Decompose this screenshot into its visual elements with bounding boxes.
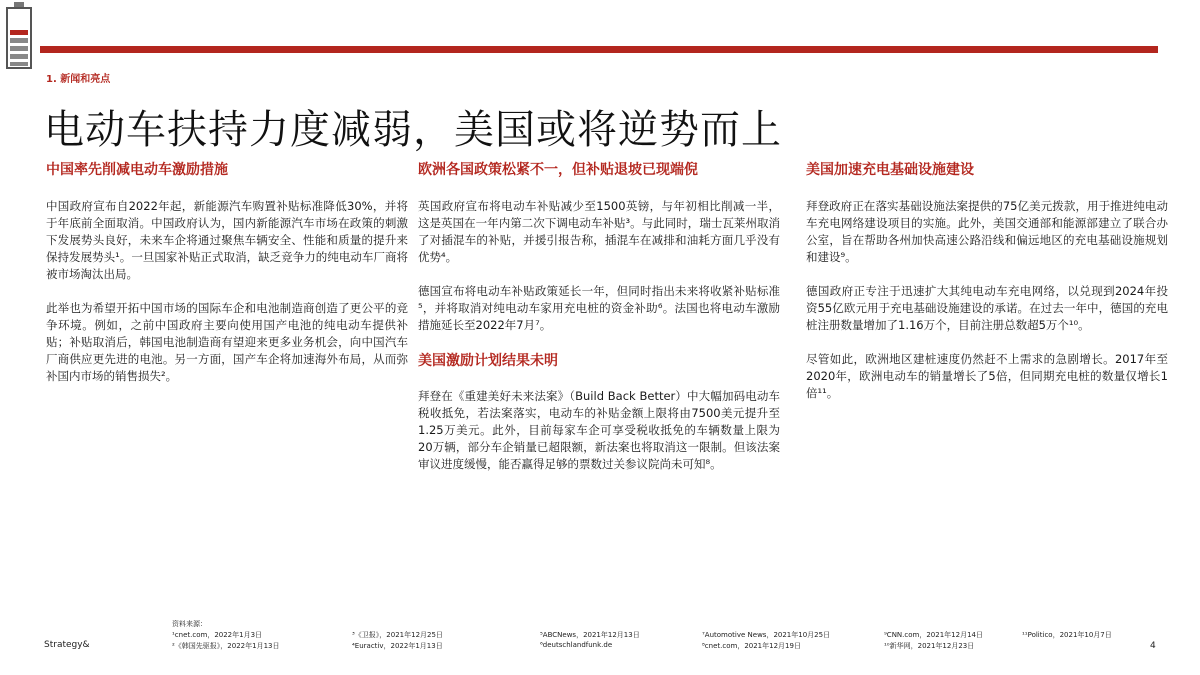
battery-icon xyxy=(4,0,34,70)
column-europe-us xyxy=(418,160,780,490)
paragraph: 拜登在《重建美好未来法案》（Build Back Better）中大幅加码电动车税收抵免，若法案落实，电动车的补贴金额上限将由7500美元提升至1.25万美元。此外，目前每家车企可享受税收抵免的车辆数量上限为20万辆，部分车企销量已超限额，新法案也将取消这一限制。但该法案审议进度缓慢，能否赢得足够的票数过关参议院尚未可知⁸。 xyxy=(418,389,780,471)
page-title: 电动车扶持力度减弱，美国或将逆势而上 xyxy=(44,107,782,153)
source-item: ¹¹Politico，2021年10月7日 xyxy=(1022,631,1112,639)
column-heading: 美国加速充电基础设施建设 xyxy=(806,162,974,178)
column-heading: 欧洲各国政策松紧不一，但补贴退坡已现端倪 xyxy=(418,162,698,178)
source-item: ¹⁰新华网，2021年12月23日 xyxy=(884,642,975,650)
paragraph: 尽管如此，欧洲地区建桩速度仍然赶不上需求的急剧增长。2017年至2020年，欧洲电动车的销量增长了5倍，但同期充电桩的数量仅增长1倍¹¹。 xyxy=(806,352,1168,400)
sources-label: 资料来源： xyxy=(172,620,207,628)
section-label: 1. 新闻和亮点 xyxy=(46,74,111,85)
source-item: ⁵ABCNews，2021年12月13日 xyxy=(540,631,640,639)
source-item: ³《卫报》，2021年12月25日 xyxy=(352,631,443,639)
source-item: ⁷Automotive News，2021年10月25日 xyxy=(702,631,831,639)
source-item: ⁶deutschlandfunk.de xyxy=(540,641,613,649)
header-rule xyxy=(40,46,1158,53)
paragraph: 德国政府正专注于迅速扩大其纯电动车充电网络，以兑现到2024年投资55亿欧元用于充电基础设施建设的承诺。在过去一年中，德国的充电桩注册数量增加了1.16万个，目前注册总数超5万个¹⁰。 xyxy=(806,284,1168,332)
column-charging xyxy=(806,160,1168,419)
source-item: ⁴Euractiv，2022年1月13日 xyxy=(352,642,443,650)
paragraph: 拜登政府正在落实基础设施法案提供的75亿美元拨款，用于推进纯电动车充电网络建设项目的实施。此外，美国交通部和能源部建立了联合办公室，旨在帮助各州加快高速公路沿线和偏远地区的充电基础设施规划和建设⁹。 xyxy=(806,199,1168,264)
page-number: 4 xyxy=(1150,641,1156,651)
source-item: ⁹CNN.com，2021年12月14日 xyxy=(884,631,983,639)
brand-logo-text: Strategy& xyxy=(44,640,90,650)
source-item: ²《韩国先驱报》，2022年1月13日 xyxy=(172,642,280,650)
column-heading: 中国率先削减电动车激励措施 xyxy=(46,162,228,178)
paragraph: 德国宣布将电动车补贴政策延长一年，但同时指出未来将收紧补贴标准⁵，并将取消对纯电动车家用充电桩的资金补助⁶。法国也将电动车激励措施延长至2022年7月⁷。 xyxy=(418,284,780,332)
column-subheading: 美国激励计划结果未明 xyxy=(418,353,558,369)
paragraph: 英国政府宣布将电动车补贴减少至1500英镑，与年初相比削减一半，这是英国在一年内第二次下调电动车补贴³。与此同时，瑞士瓦莱州取消了对插混车的补贴，并援引报告称，插混车在减排和油耗方面几乎没有优势⁴。 xyxy=(418,199,780,264)
source-item: ⁸cnet.com，2021年12月19日 xyxy=(702,642,801,650)
source-item: ¹cnet.com，2022年1月3日 xyxy=(172,631,263,639)
paragraph: 此举也为希望开拓中国市场的国际车企和电池制造商创造了更公平的竞争环境。例如，之前中国政府主要向使用国产电池的纯电动车提供补贴；补贴取消后，韩国电池制造商有望迎来更多业务机会，向中国汽车厂商供应更先进的电池。另一方面，国产车企将加速海外布局，从而弥补国内市场的销售损失²。 xyxy=(46,301,408,383)
column-china xyxy=(46,160,408,402)
paragraph: 中国政府宣布自2022年起，新能源汽车购置补贴标准降低30%，并将于年底前全面取消。中国政府认为，国内新能源汽车市场在政策的刺激下发展势头良好，未来车企将通过聚焦车辆安全、性能和质量的提升来保持发展势头¹。一旦国家补贴正式取消，缺乏竞争力的纯电动车厂商将被市场淘汰出局。 xyxy=(46,199,408,281)
